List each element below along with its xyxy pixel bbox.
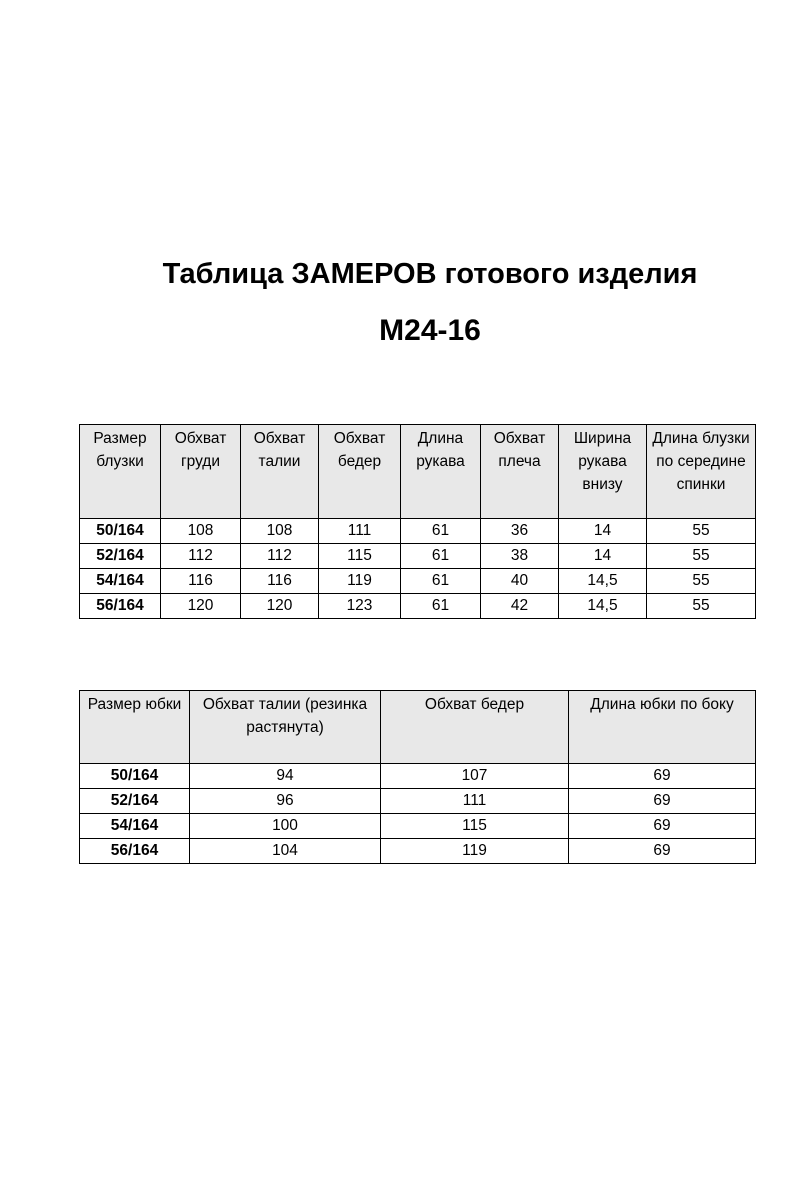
table-row (80, 814, 756, 839)
blouse-size-cell: 50/164 (80, 519, 161, 544)
document-title: Таблица ЗАМЕРОВ готового изделия (162, 258, 698, 290)
table-row (80, 519, 756, 544)
skirt-header-cell: Обхват талии (резинка растянута) (190, 691, 381, 764)
skirt-value-cell: 100 (190, 814, 381, 839)
blouse-header-cell: Длина блузки по середине спинки (647, 425, 756, 519)
skirt-table-header (80, 691, 756, 764)
blouse-header-cell: Обхват талии (241, 425, 319, 519)
blouse-value-cell: 120 (161, 594, 241, 619)
blouse-value-cell: 108 (241, 519, 319, 544)
skirt-value-cell: 119 (381, 839, 569, 864)
blouse-value-cell: 55 (647, 519, 756, 544)
blouse-measurements-table (79, 424, 756, 619)
blouse-value-cell: 61 (401, 569, 481, 594)
blouse-header-cell: Обхват бедер (319, 425, 401, 519)
blouse-value-cell: 42 (481, 594, 559, 619)
skirt-value-cell: 111 (381, 789, 569, 814)
skirt-size-cell: 50/164 (80, 764, 190, 789)
blouse-table-header (80, 425, 756, 519)
blouse-value-cell: 38 (481, 544, 559, 569)
blouse-value-cell: 14 (559, 544, 647, 569)
skirt-header-cell: Размер юбки (80, 691, 190, 764)
blouse-value-cell: 14,5 (559, 569, 647, 594)
skirt-size-cell: 54/164 (80, 814, 190, 839)
table-row (80, 839, 756, 864)
skirt-header-cell: Обхват бедер (381, 691, 569, 764)
blouse-header-cell: Обхват плеча (481, 425, 559, 519)
blouse-value-cell: 108 (161, 519, 241, 544)
blouse-value-cell: 61 (401, 544, 481, 569)
blouse-value-cell: 116 (241, 569, 319, 594)
model-code: М24-16 (379, 314, 481, 347)
blouse-value-cell: 14 (559, 519, 647, 544)
blouse-value-cell: 112 (241, 544, 319, 569)
blouse-value-cell: 123 (319, 594, 401, 619)
skirt-value-cell: 107 (381, 764, 569, 789)
skirt-value-cell: 69 (569, 789, 756, 814)
blouse-header-cell: Обхват груди (161, 425, 241, 519)
blouse-value-cell: 55 (647, 594, 756, 619)
skirt-size-cell: 56/164 (80, 839, 190, 864)
blouse-value-cell: 61 (401, 594, 481, 619)
skirt-measurements-table (79, 690, 756, 864)
skirt-header-cell: Длина юбки по боку (569, 691, 756, 764)
skirt-table-body (80, 764, 756, 864)
blouse-value-cell: 40 (481, 569, 559, 594)
blouse-value-cell: 61 (401, 519, 481, 544)
blouse-table-body (80, 519, 756, 619)
blouse-value-cell: 55 (647, 544, 756, 569)
blouse-value-cell: 112 (161, 544, 241, 569)
blouse-value-cell: 36 (481, 519, 559, 544)
table-row (80, 569, 756, 594)
skirt-value-cell: 104 (190, 839, 381, 864)
blouse-size-cell: 54/164 (80, 569, 161, 594)
blouse-header-cell: Ширина рукава внизу (559, 425, 647, 519)
blouse-header-cell: Длина рукава (401, 425, 481, 519)
blouse-size-cell: 52/164 (80, 544, 161, 569)
table-row (80, 789, 756, 814)
table-row (80, 594, 756, 619)
blouse-size-cell: 56/164 (80, 594, 161, 619)
blouse-value-cell: 115 (319, 544, 401, 569)
table-row (80, 764, 756, 789)
skirt-value-cell: 94 (190, 764, 381, 789)
skirt-value-cell: 69 (569, 839, 756, 864)
blouse-value-cell: 14,5 (559, 594, 647, 619)
blouse-header-cell: Размер блузки (80, 425, 161, 519)
blouse-value-cell: 116 (161, 569, 241, 594)
skirt-size-cell: 52/164 (80, 789, 190, 814)
blouse-value-cell: 111 (319, 519, 401, 544)
blouse-value-cell: 120 (241, 594, 319, 619)
skirt-value-cell: 69 (569, 814, 756, 839)
table-row (80, 544, 756, 569)
skirt-value-cell: 69 (569, 764, 756, 789)
skirt-value-cell: 115 (381, 814, 569, 839)
blouse-value-cell: 55 (647, 569, 756, 594)
skirt-value-cell: 96 (190, 789, 381, 814)
blouse-value-cell: 119 (319, 569, 401, 594)
